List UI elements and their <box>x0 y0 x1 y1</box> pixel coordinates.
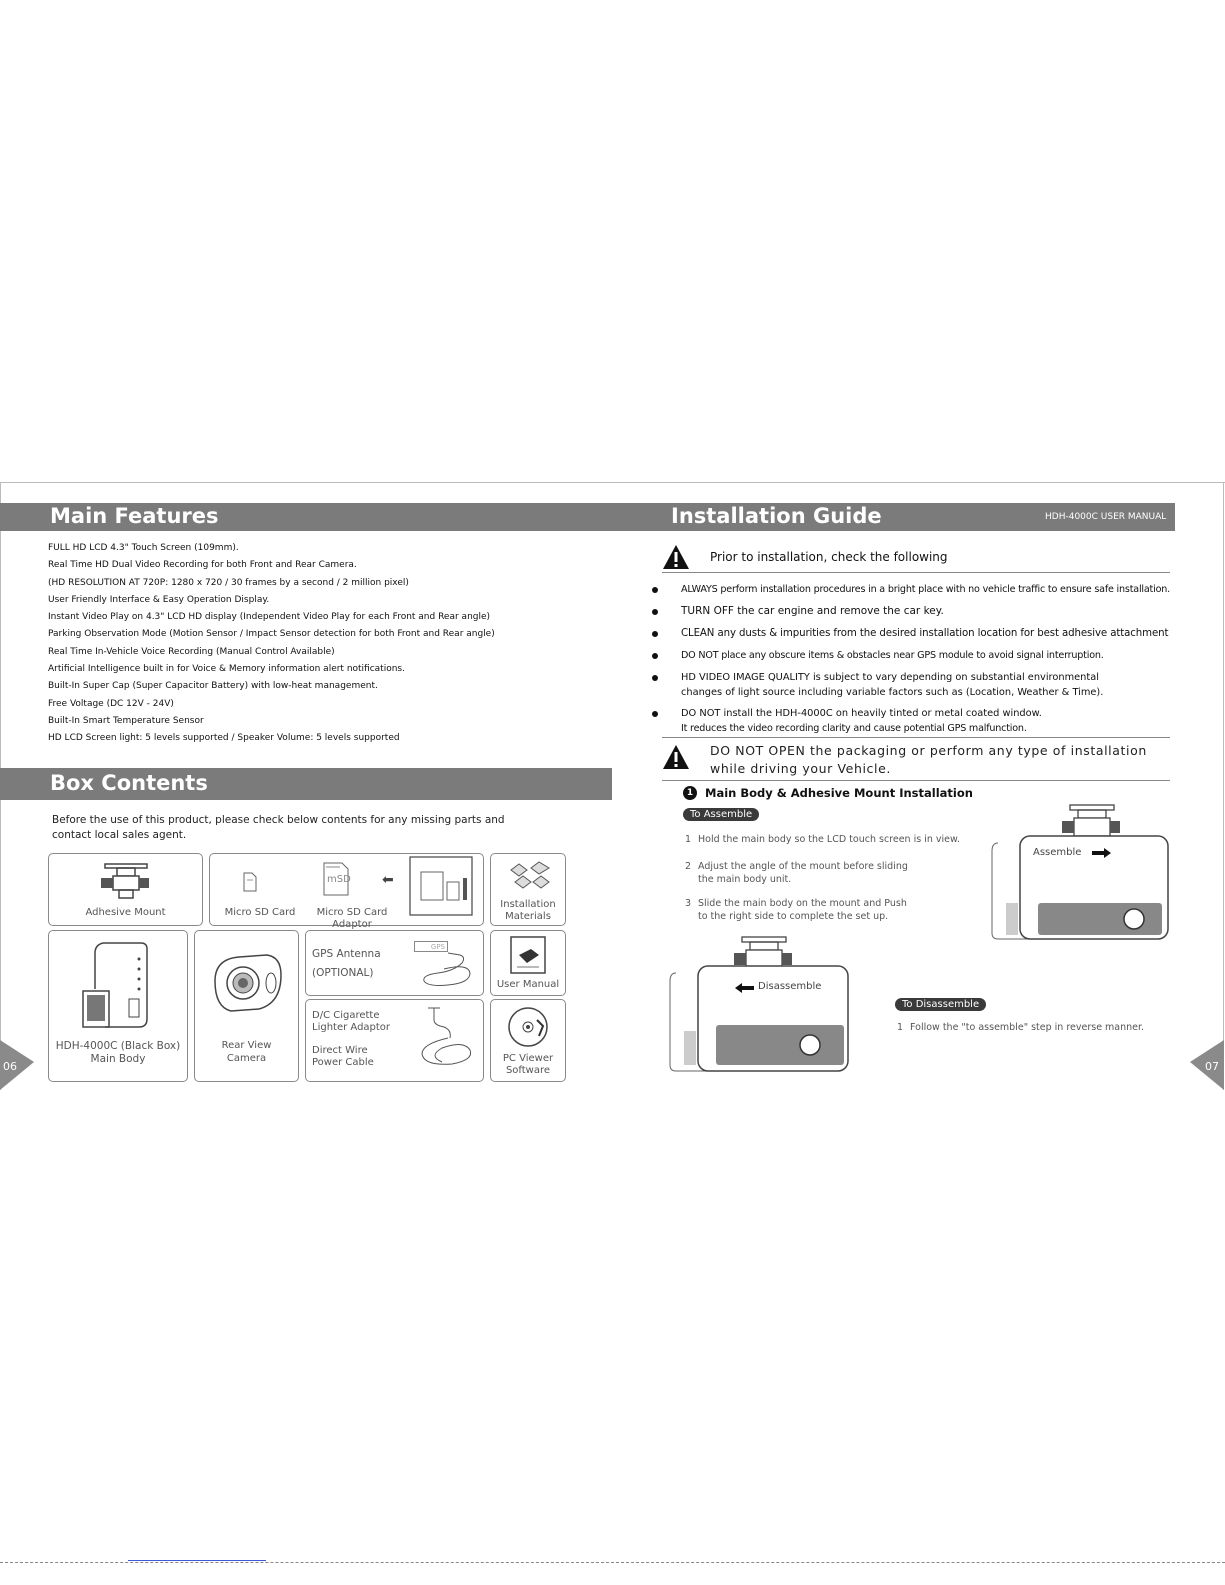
gps-antenna-tag: GPS <box>414 941 448 952</box>
arrow-left-icon: ⬅ <box>382 872 394 888</box>
assemble-step <box>685 860 908 885</box>
adhesive-mount-box <box>48 853 203 926</box>
bullet-dot <box>652 631 658 637</box>
gps-antenna-box <box>305 930 484 996</box>
feature-item: Artificial Intelligence built in for Voice & Memory information alert notifications. <box>48 664 405 675</box>
rear-camera-icon <box>209 951 285 1015</box>
step-text: Slide the main body on the mount and Push <box>698 898 907 909</box>
feature-item: Real Time HD Dual Video Recording for both Front and Rear Camera. <box>48 560 357 571</box>
assemble-label: Assemble <box>1033 847 1082 858</box>
micro-sd-box <box>209 853 484 930</box>
bullet-text: CLEAN any dusts & impurities from the desired installation location for best adhesive attachment <box>681 628 1169 639</box>
bullet-text: TURN OFF the car engine and remove the car key. <box>681 605 944 617</box>
dc-adaptor-label <box>312 1010 390 1034</box>
bullet-text-cont: It reduces the video recording clarity and cause potential GPS malfunction. <box>681 723 1027 734</box>
feature-item: (HD RESOLUTION AT 720P: 1280 x 720 / 30 frames by a second / 2 million pixel) <box>48 577 409 588</box>
bottom-dashed-line <box>0 1562 1225 1564</box>
pc-viewer-box <box>490 999 566 1082</box>
section-number-badge: 1 <box>683 786 697 800</box>
user-manual-icon <box>507 935 549 975</box>
main-features-title: Main Features <box>50 504 219 528</box>
black-box-device-icon <box>79 939 159 1035</box>
step-number: 3 <box>685 898 692 909</box>
main-features-banner <box>0 503 612 531</box>
warning-top-divider <box>662 737 1170 738</box>
box-contents-banner <box>0 768 612 800</box>
assemble-step <box>685 897 907 922</box>
user-manual-label: User Manual <box>496 979 560 990</box>
prior-divider <box>662 572 1170 573</box>
main-body-label-2: Main Body <box>90 1053 146 1065</box>
page-number-right: 07 <box>1205 1060 1219 1073</box>
box-contents-title: Box Contents <box>50 771 208 795</box>
assemble-illustration <box>990 803 1172 943</box>
step-text: Hold the main body so the LCD touch screen is in view. <box>698 834 960 845</box>
gps-cable-icon <box>414 949 480 993</box>
warning-icon <box>662 744 690 770</box>
micro-sd-card-label: Micro SD Card <box>224 907 296 918</box>
step-text-cont: the main body unit. <box>698 874 792 885</box>
page-top-border <box>0 482 1225 483</box>
installation-materials-label-2: Materials <box>505 911 551 922</box>
feature-item: Instant Video Play on 4.3" LCD HD display (Independent Video Play for each Front and Rear angle) <box>48 612 491 623</box>
box-contents-intro <box>52 813 505 843</box>
micro-sd-card-icon <box>243 872 257 892</box>
warning-bottom-divider <box>662 780 1170 781</box>
gps-antenna-label-1: GPS Antenna <box>312 948 381 960</box>
gps-antenna-label-2: (OPTIONAL) <box>312 967 374 979</box>
section-title: Main Body & Adhesive Mount Installation <box>705 786 973 800</box>
warning-line-1: DO NOT OPEN the packaging or perform any type of installation <box>710 743 1147 758</box>
installation-materials-box <box>490 853 566 926</box>
user-manual-box <box>490 930 566 996</box>
intro-line-2: contact local sales agent. <box>52 829 187 841</box>
bullet-dot <box>652 587 658 593</box>
page-right-border <box>1223 482 1224 1090</box>
bullet-dot <box>652 711 658 717</box>
prior-heading: Prior to installation, check the following <box>710 550 948 564</box>
page-number-left: 06 <box>3 1060 17 1073</box>
bullet-text: DO NOT place any obscure items & obstacles near GPS module to avoid signal interruption. <box>681 650 1104 661</box>
feature-item: User Friendly Interface & Easy Operation Display. <box>48 594 270 605</box>
warning-line-2: while driving your Vehicle. <box>710 761 891 776</box>
feature-item: Parking Observation Mode (Motion Sensor / Impact Sensor detection for both Front and Rear angle) <box>48 629 495 640</box>
bullet-text-cont: changes of light source including variable factors such as (Location, Weather & Time). <box>681 687 1104 698</box>
bullet-dot <box>652 609 658 615</box>
bullet-text: DO NOT install the HDH-4000C on heavily tinted or metal coated window. <box>681 708 1042 719</box>
disassemble-label: Disassemble <box>758 981 822 992</box>
pc-viewer-label-2: Software <box>505 1065 551 1076</box>
features-list <box>48 540 495 748</box>
feature-item: Built-In Super Cap (Super Capacitor Battery) with low-heat management. <box>48 681 378 692</box>
main-body-box <box>48 930 188 1082</box>
rear-camera-label-1: Rear View <box>221 1040 272 1051</box>
bullet-text: ALWAYS perform installation procedures in a bright place with no vehicle traffic to ensure safe installation. <box>681 584 1170 595</box>
feature-item: Free Voltage (DC 12V - 24V) <box>48 698 174 709</box>
power-cable-icon <box>412 1004 480 1076</box>
rear-camera-box <box>194 930 299 1082</box>
bullet-dot <box>652 653 658 659</box>
cd-disc-icon <box>507 1006 549 1048</box>
main-body-label-1: HDH-4000C (Black Box) <box>55 1040 181 1052</box>
to-disassemble-pill: To Disassemble <box>895 998 986 1011</box>
direct-wire-label-1: Direct Wire <box>312 1045 368 1056</box>
bottom-link-line <box>128 1560 266 1561</box>
power-cable-box <box>305 999 484 1082</box>
installation-materials-label-1: Installation <box>500 899 556 910</box>
feature-item: HD LCD Screen light: 5 levels supported / Speaker Volume: 5 levels supported <box>48 733 400 744</box>
micro-sd-adaptor-label: Micro SD Card Adaptor <box>316 907 388 930</box>
disassemble-illustration <box>668 935 854 1075</box>
dc-adaptor-label-2: Lighter Adaptor <box>312 1022 391 1033</box>
direct-wire-label-2: Power Cable <box>312 1057 374 1068</box>
direct-wire-label <box>312 1045 374 1069</box>
pc-viewer-label-1: PC Viewer <box>502 1053 554 1064</box>
step-number: 1 <box>897 1022 904 1033</box>
warning-icon <box>662 544 690 570</box>
intro-line-1: Before the use of this product, please check below contents for any missing parts and <box>52 814 505 826</box>
manual-label: HDH-4000C USER MANUAL <box>1045 512 1167 522</box>
disassemble-step <box>897 1021 1145 1034</box>
to-assemble-pill: To Assemble <box>683 808 759 821</box>
installation-materials-icon <box>509 860 551 890</box>
step-number: 1 <box>685 834 692 845</box>
step-text: Follow the "to assemble" step in reverse manner. <box>910 1022 1145 1033</box>
feature-item: FULL HD LCD 4.3" Touch Screen (109mm). <box>48 543 239 553</box>
installation-guide-banner <box>612 503 1175 531</box>
installation-guide-title: Installation Guide <box>671 504 882 528</box>
step-text-cont: to the right side to complete the set up. <box>698 911 889 922</box>
bullet-dot <box>652 675 658 681</box>
step-text: Adjust the angle of the mount before sliding <box>698 861 908 872</box>
assemble-step <box>685 833 960 846</box>
sd-adaptor-text: mSD <box>327 874 351 885</box>
feature-item: Built-In Smart Temperature Sensor <box>48 715 204 726</box>
warning-text <box>710 742 1147 778</box>
step-number: 2 <box>685 861 692 872</box>
adhesive-mount-label: Adhesive Mount <box>85 907 166 918</box>
sd-package-icon <box>409 856 481 920</box>
feature-item: Real Time In-Vehicle Voice Recording (Manual Control Available) <box>48 646 335 657</box>
rear-camera-label-2: Camera <box>226 1053 267 1064</box>
adhesive-mount-icon <box>97 862 155 900</box>
dc-adaptor-label-1: D/C Cigarette <box>312 1010 380 1021</box>
bullet-text: HD VIDEO IMAGE QUALITY is subject to vary depending on substantial environmental <box>681 672 1099 683</box>
